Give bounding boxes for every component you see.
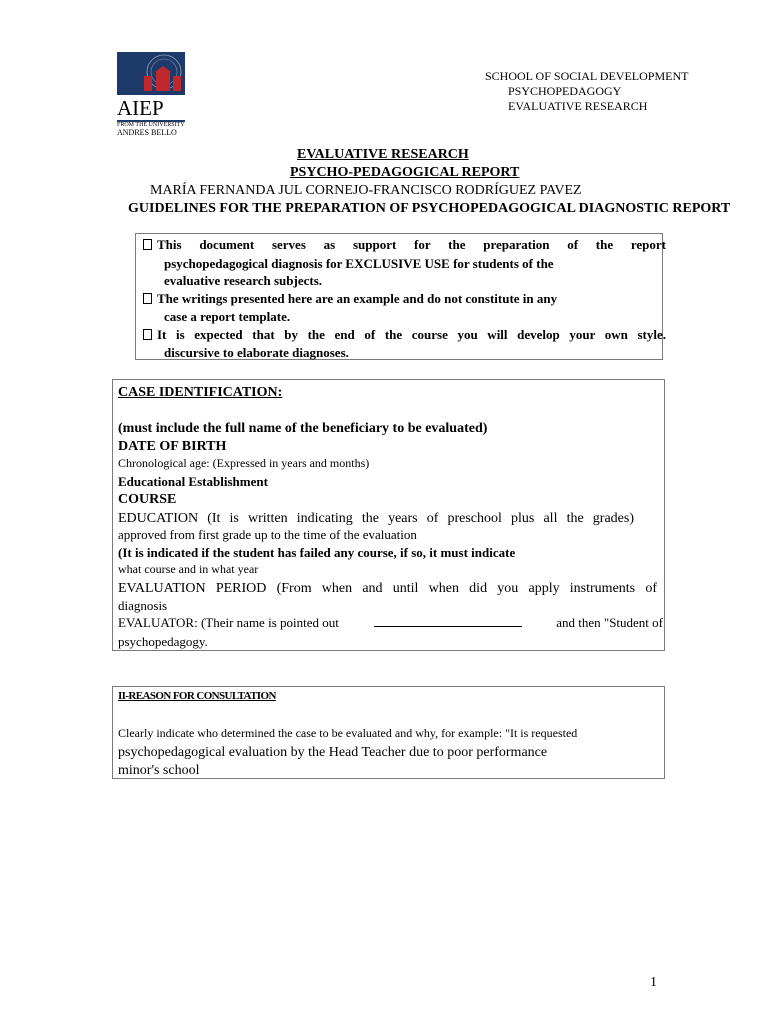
case-failed-line-1: (It is indicated if the student has failed any course, if so, it must indicate [118,545,516,560]
logo-university: ANDRES BELLO [117,128,177,137]
school-program: PSYCHOPEDAGOGY [508,84,622,98]
evaluator-suffix: and then "Student of [556,615,663,630]
title-line-1: EVALUATIVE RESEARCH [297,147,469,162]
guidelines-title: GUIDELINES FOR THE PREPARATION OF PSYCHOPEDAGOGICAL DIAGNOSTIC REPORT [128,201,731,216]
case-course: COURSE [118,492,177,507]
evaluator-name-blank [374,615,522,627]
school-subject: EVALUATIVE RESEARCH [508,99,648,113]
bullet-box-icon [143,293,152,304]
reason-line-1: Clearly indicate who determined the case to be evaluated and why, for example: "It is requested [118,726,578,740]
case-heading: CASE IDENTIFICATION: [118,385,283,400]
bullet-2-line-1: The writings presented here are an example and do not constitute in any [143,290,557,308]
case-period-line-2: diagnosis [118,598,168,613]
reason-heading: II-REASON FOR CONSULTATION [118,690,276,702]
case-age: Chronological age: (Expressed in years and months) [118,456,370,470]
bullet-1-line-1: This document serves as support for the preparation of the report [143,236,666,254]
bullet-box-icon [143,329,152,340]
page-number: 1 [650,975,657,990]
reason-line-2: psychopedagogical evaluation by the Head Teacher due to poor performance [118,745,548,760]
authors: MARÍA FERNANDA JUL CORNEJO-FRANCISCO RODRÍGUEZ PAVEZ [150,183,582,198]
logo-emblem [117,52,185,95]
case-evaluator-line-2: psychopedagogy. [118,634,208,649]
bullet-1-line-3: evaluative research subjects. [164,273,323,288]
case-establishment: Educational Establishment [118,474,268,489]
evaluator-label: EVALUATOR: (Their name is pointed out [118,615,339,630]
logo-from-line: FROM THE UNIVERSITY [117,122,185,128]
bullet-3-line-2: discursive to elaborate diagnoses. [164,345,349,360]
bullet-1-line-2: psychopedagogical diagnosis for EXCLUSIVE USE for students of the [164,256,554,271]
case-failed-line-2: what course and in what year [118,562,259,576]
case-evaluator-line-1 [118,615,663,631]
reason-line-3: minor's school [118,763,200,778]
title-line-2: PSYCHO-PEDAGOGICAL REPORT [290,165,520,180]
school-name: SCHOOL OF SOCIAL DEVELOPMENT [485,69,689,83]
bullet-box-icon [143,239,152,250]
logo-name: AIEP [117,96,164,120]
case-period-line-1: EVALUATION PERIOD (From when and until when did you apply instruments of [118,581,657,596]
bullet-3-line-1: It is expected that by the end of the course you will develop your own style. [143,326,666,344]
case-date-of-birth: DATE OF BIRTH [118,439,227,454]
university-building-icon [117,52,185,95]
case-education-line-1: EDUCATION (It is written indicating the years of preschool plus all the grades) [118,511,634,526]
bullet-2-line-2: case a report template. [164,309,291,324]
case-education-line-2: approved from first grade up to the time of the evaluation [118,527,417,542]
case-full-name: (must include the full name of the beneficiary to be evaluated) [118,421,488,436]
